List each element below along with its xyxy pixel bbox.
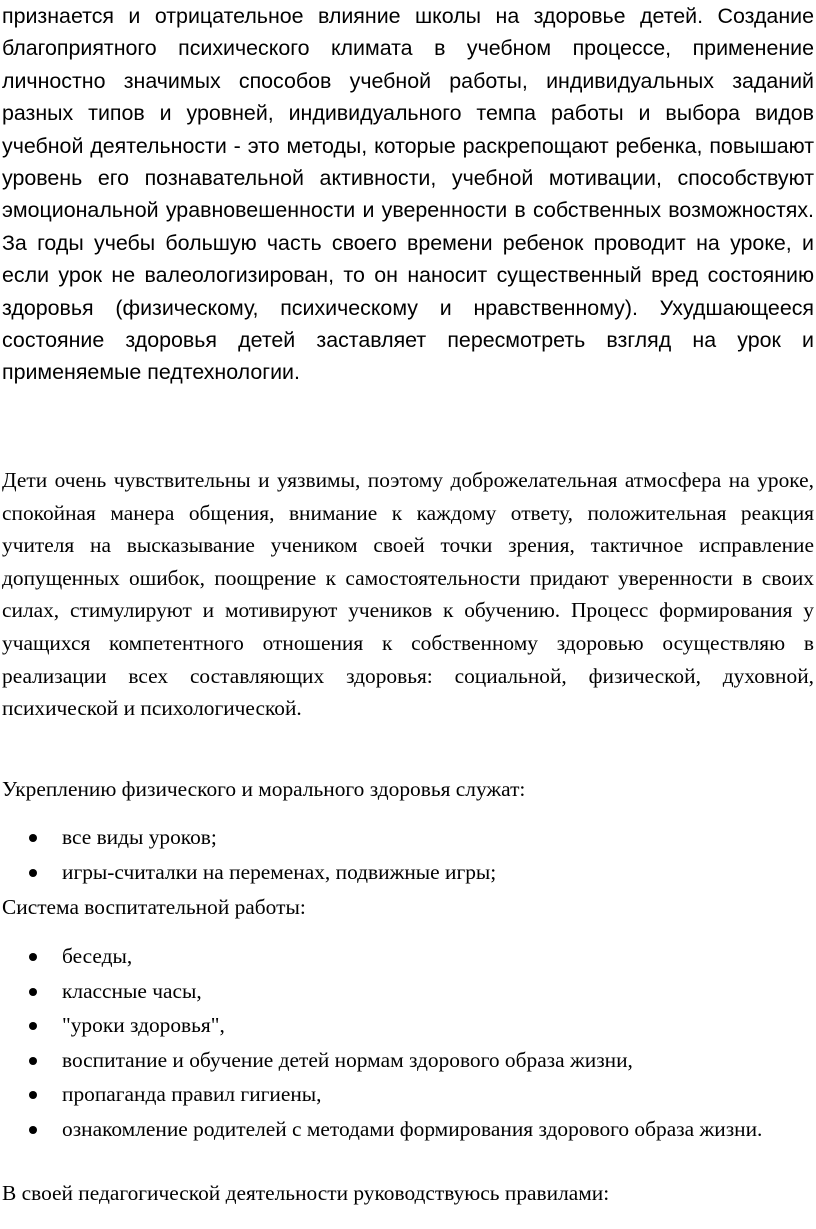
bullet-icon (29, 834, 37, 842)
paragraph-school-influence: признается и отрицательное влияние школы на здоровье детей. Создание благоприятного психического климата в учебном процессе, применение личностно значимых способов учебной работы, индивидуальных заданий разных типов и уровней, индивидуального темпа работы и выбора видов учебной деятельности - это методы, которые раскрепощают ребенка, повышают уровень его познавательной активности, учебной мотивации, способствуют эмоциональной уравновешенности и уверенности в собственных возможностях. За годы учебы большую часть своего времени ребенок проводит на уроке, и если урок не валеологизирован, то он наносит существенный вред состоянию здоровья (физическому, психическому и нравственному). Ухудшающееся состояние здоровья детей заставляет пересмотреть взгляд на урок и применяемые педтехнологии. (2, 4, 814, 385)
list-item-text: все виды уроков; (62, 825, 217, 849)
list-item (0, 1044, 816, 1077)
list-item (0, 821, 816, 854)
paragraph-education-system: Система воспитательной работы: (2, 895, 306, 919)
list-item-text: пропаганда правил гигиены, (62, 1082, 322, 1107)
bullet-icon (29, 1057, 37, 1065)
list-item-text: беседы, (62, 944, 133, 968)
health-activities-list (0, 821, 816, 890)
paragraph-children-sensitivity: Дети очень чувствительны и уязвимы, поэтому доброжелательная атмосфера на уроке, спокойная манера общения, внимание к каждому ответу, положительная реакция учителя на высказывание учеником своей точки зрения, тактичное исправление допущенных ошибок, поощрение к самостоятельности придают уверенности в своих силах, стимулируют и мотивируют учеников к обучению. Процесс формирования у учащихся компетентного отношения к собственному здоровью осуществляю в реализации всех составляющих здоровья: социальной, физической, духовной, психической и психологической. (2, 468, 814, 721)
paragraph-health-strengthening: Укреплению физического и морального здоровья служат: (2, 777, 526, 801)
bullet-icon (29, 988, 37, 996)
list-item (0, 1078, 816, 1111)
bullet-icon (29, 953, 37, 961)
list-item (0, 940, 816, 973)
list-item-text: ознакомление родителей с методами формирования здорового образа жизни. (62, 1116, 763, 1141)
list-item (0, 856, 816, 889)
bullet-icon (29, 1091, 37, 1099)
list-item (0, 1009, 816, 1042)
list-item (0, 1113, 816, 1146)
education-work-list (0, 940, 816, 1148)
list-item-text: "уроки здоровья", (62, 1013, 225, 1038)
list-item-text: воспитание и обучение детей нормам здорового образа жизни, (62, 1047, 633, 1072)
bullet-icon (29, 1126, 37, 1134)
list-item-text: игры-считалки на переменах, подвижные игры; (62, 859, 497, 884)
list-item (0, 975, 816, 1008)
paragraph-pedagogical-rules: В своей педагогической деятельности руководствуюсь правилами: (2, 1181, 610, 1205)
list-item-text: классные часы, (62, 978, 202, 1003)
bullet-icon (29, 1022, 37, 1030)
bullet-icon (29, 869, 37, 877)
